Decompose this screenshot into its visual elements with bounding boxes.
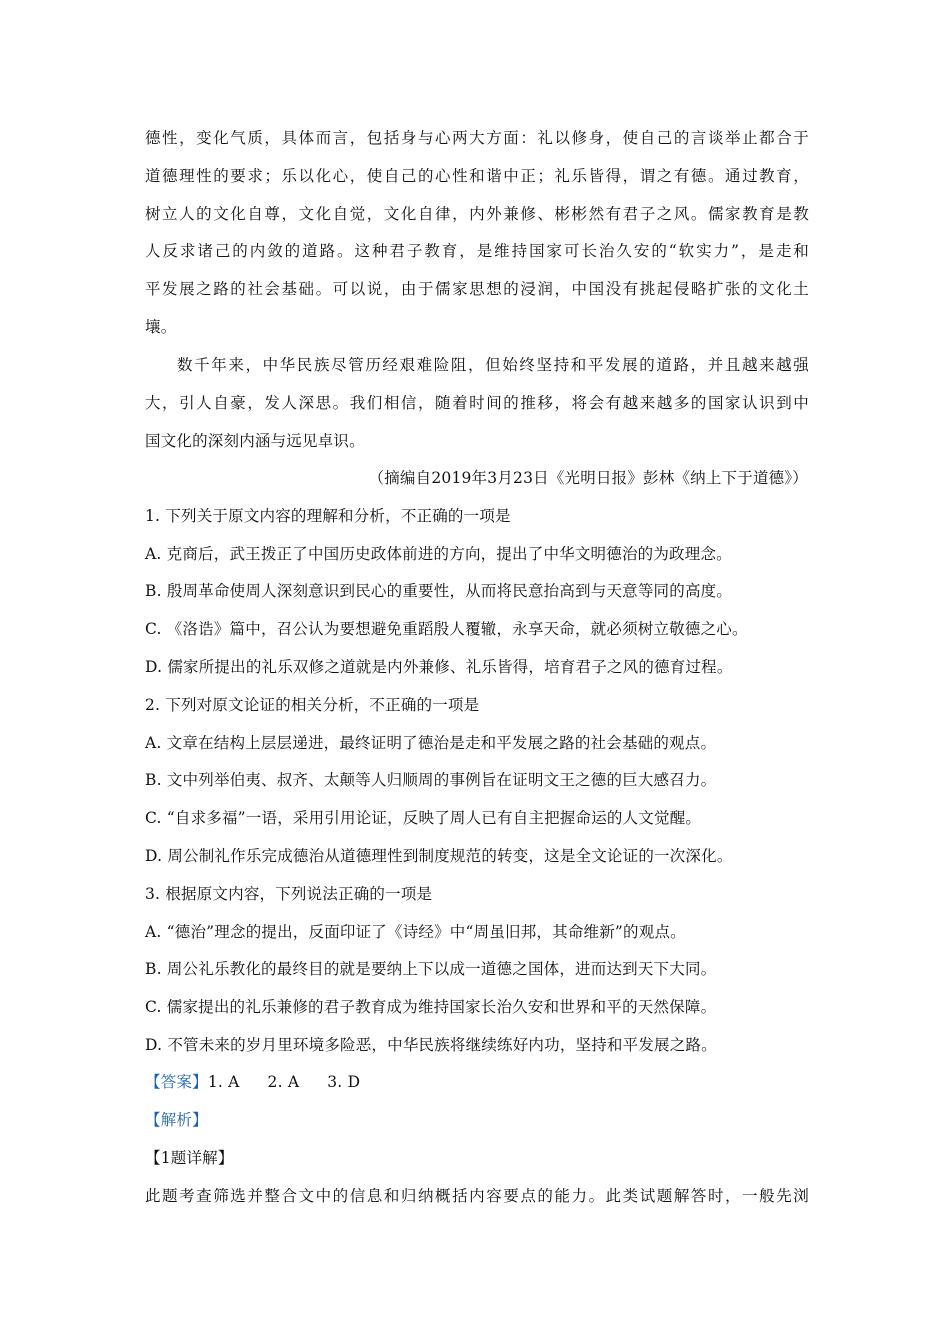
passage-line: 树立人的文化自尊，文化自觉，文化自律，内外兼修、彬彬然有君子之风。儒家教育是教 — [145, 205, 809, 223]
passage-line: 人反求诸己的内敛的道路。这种君子教育，是维持国家可长治久安的“软实力”，是走和 — [145, 242, 809, 260]
passage-line: 平发展之路的社会基础。可以说，由于儒家思想的浸润，中国没有挑起侵略扩张的文化土 — [145, 280, 809, 298]
passage-line: 德性，变化气质，具体而言，包括身与心两大方面：礼以修身，使自己的言谈举止都合于 — [145, 129, 809, 147]
passage-line: 国文化的深刻内涵与远见卓识。 — [145, 432, 365, 450]
question-option: C. 儒家提出的礼乐兼修的君子教育成为维持国家长治久安和世界和平的天然保障。 — [145, 998, 717, 1016]
source-citation: （摘编自2019年3月23日《光明日报》彭林《纳上下于道德》） — [368, 469, 808, 487]
answer-item: 2. A — [267, 1073, 300, 1091]
analysis-label: 【解析】 — [145, 1111, 208, 1129]
answer-item: 3. D — [327, 1073, 361, 1091]
question-option: A. 克商后，武王拨正了中国历史政体前进的方向，提出了中华文明德治的为政理念。 — [145, 545, 732, 563]
question-option: B. 文中列举伯夷、叔齐、太颠等人归顺周的事例旨在证明文王之德的巨大感召力。 — [145, 771, 717, 789]
answer-label: 【答案】 — [145, 1073, 208, 1091]
answer-item: 1. A — [207, 1073, 240, 1091]
passage-line: 壤。 — [145, 318, 177, 336]
question-option: C. 《洛诰》篇中，召公认为要想避免重蹈殷人覆辙，永享天命，就必须树立敬德之心。 — [145, 620, 748, 638]
analysis-text: 此题考查筛选并整合文中的信息和归纳概括内容要点的能力。此类试题解答时，一般先浏 — [145, 1187, 809, 1205]
passage-line: 数千年来，中华民族尽管历经艰难险阻，但始终坚持和平发展的道路，并且越来越强 — [177, 356, 809, 374]
question-option: A. 文章在结构上层层递进，最终证明了德治是走和平发展之路的社会基础的观点。 — [145, 734, 717, 752]
question-option: C. “自求多福”一语，采用引用论证，反映了周人已有自主把握命运的人文觉醒。 — [145, 809, 702, 827]
question-option: D. 周公制礼作乐完成德治从道德理性到制度规范的转变，这是全文论证的一次深化。 — [145, 847, 733, 865]
analysis-sub-label: 【1题详解】 — [145, 1149, 234, 1167]
passage-line: 道德理性的要求；乐以化心，使自己的心性和谐中正；礼乐皆得，谓之有德。通过教育， — [145, 167, 809, 185]
question-option: D. 儒家所提出的礼乐双修之道就是内外兼修、礼乐皆得，培育君子之风的德育过程。 — [145, 658, 733, 676]
question-option: B. 殷周革命使周人深刻意识到民心的重要性，从而将民意抬高到与天意等同的高度。 — [145, 582, 733, 600]
question-stem: 3. 根据原文内容，下列说法正确的一项是 — [145, 885, 433, 903]
question-option: B. 周公礼乐教化的最终目的就是要纳上下以成一道德之国体，进而达到天下大同。 — [145, 960, 717, 978]
question-option: A. “德治”理念的提出，反面印证了《诗经》中“周虽旧邦，其命维新”的观点。 — [145, 923, 686, 941]
answer-line — [145, 1072, 360, 1092]
passage-line: 大，引人自豪，发人深思。我们相信，随着时间的推移，将会有越来越多的国家认识到中 — [145, 394, 809, 412]
question-stem: 1. 下列关于原文内容的理解和分析，不正确的一项是 — [145, 507, 511, 525]
question-option: D. 不管未来的岁月里环境多险恶，中华民族将继续练好内功，坚持和平发展之路。 — [145, 1036, 717, 1054]
question-stem: 2. 下列对原文论证的相关分析，不正确的一项是 — [145, 696, 480, 714]
